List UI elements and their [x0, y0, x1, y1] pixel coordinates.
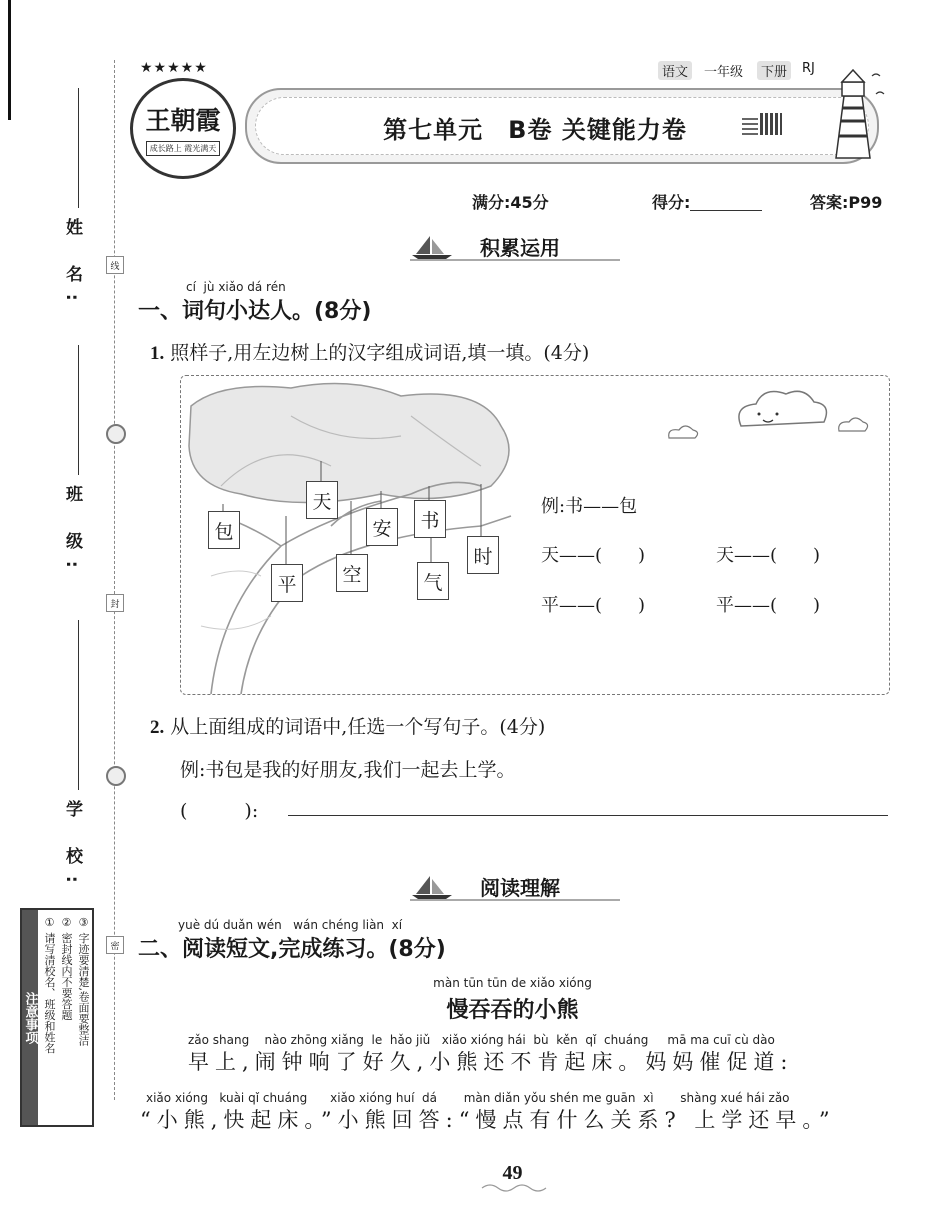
score-label: 得分:	[652, 193, 691, 212]
cut-mark-xian: 线	[106, 256, 124, 274]
section-header-reading	[410, 872, 620, 902]
question-heading-1: 一、词句小达人。(8分)	[138, 299, 372, 324]
word-blank[interactable]: 天——( )	[716, 545, 821, 566]
question-text: 从上面组成的词语中,任选一个写句子。(4分)	[170, 716, 546, 738]
qr-code-icon[interactable]	[742, 113, 782, 141]
story-pinyin: xiǎo xióng kuài qǐ chuáng xiǎo xióng huí dá màn diǎn yǒu shén me guān xì shàng xué hái zǎo	[146, 1091, 790, 1105]
tree-char-card: 气	[417, 562, 449, 600]
tree-char-card: 时	[467, 536, 499, 574]
full-score: 满分:45分	[472, 193, 549, 212]
lighthouse-icon	[818, 66, 888, 161]
section-header-accumulate	[410, 232, 620, 262]
story-title-pinyin: màn tūn tūn de xiǎo xióng	[433, 976, 592, 990]
heading-pinyin: cí jù xiǎo dá rén	[186, 280, 286, 294]
tree-char-card: 平	[271, 564, 303, 602]
question-number: 2.	[150, 717, 165, 738]
subject-tag: 语文	[658, 61, 692, 80]
logo-name: 王朝霞	[145, 106, 221, 135]
volume-tag: 下册	[757, 61, 791, 80]
tree-char-card: 包	[208, 511, 240, 549]
question-2	[150, 712, 545, 739]
logo-slogan: 成长路上 霞光满天	[146, 141, 221, 156]
class-label: 班 级:	[62, 485, 82, 580]
sailboat-icon	[410, 234, 454, 260]
wave-ornament-icon	[480, 1182, 550, 1194]
name-label: 姓 名:	[62, 218, 82, 313]
section-title: 积累运用	[480, 236, 560, 260]
tree-char-card: 书	[414, 500, 446, 538]
tree-illustration	[181, 376, 889, 694]
tree-exercise-box	[180, 375, 890, 695]
sailboat-icon	[410, 874, 454, 900]
page-title: 第七单元 B卷 关键能力卷	[383, 116, 687, 144]
question-text: 照样子,用左边树上的汉字组成词语,填一填。(4分)	[170, 342, 590, 364]
question-1	[150, 338, 589, 365]
story-pinyin: zǎo shang nào zhōng xiǎng le hǎo jiǔ xiǎo xióng hái bù kěn qǐ chuáng mā ma cuī cù dào	[188, 1033, 775, 1047]
heading-pinyin: yuè dú duǎn wén wán chéng liàn xí	[178, 918, 403, 932]
word-example: 例:书——包	[541, 496, 638, 517]
story-title: 慢吞吞的小熊	[446, 998, 579, 1023]
tree-char-card: 天	[306, 481, 338, 519]
binding-ring-icon	[106, 424, 126, 444]
sentence-example: 例:书包是我的好朋友,我们一起去上学。	[180, 759, 516, 781]
answer-prefix[interactable]: ( ):	[180, 800, 259, 822]
name-write-line[interactable]	[78, 88, 79, 208]
tree-char-card: 安	[366, 508, 398, 546]
school-write-line[interactable]	[78, 620, 79, 790]
notice-title: 注意事项	[22, 910, 38, 1125]
story-line: 早上,闹钟响了好久,小熊还不肯起床。妈妈催促道:	[188, 1050, 794, 1074]
answer-reference: 答案:P99	[810, 193, 883, 212]
question-heading-2: 二、阅读短文,完成练习。(8分)	[138, 937, 446, 962]
word-blank[interactable]: 平——( )	[716, 595, 821, 616]
word-blank[interactable]: 天——( )	[541, 545, 646, 566]
score-field	[652, 190, 762, 213]
notice-item: ① 请写清校名、班级和姓名	[43, 916, 56, 1054]
story-line: “小熊,快起床。”小熊回答:“慢点有什么关系? 上学还早。”	[140, 1108, 836, 1132]
word-blank[interactable]: 平——( )	[541, 595, 646, 616]
school-label: 学 校:	[62, 800, 82, 895]
question-number: 1.	[150, 343, 165, 364]
section-title: 阅读理解	[480, 876, 560, 900]
notice-item: ③ 字迹要清楚,卷面要整洁	[77, 916, 90, 1046]
notice-item: ② 密封线内不要答题	[60, 916, 73, 1021]
grade-tag: 一年级	[704, 65, 744, 80]
stars-icon: ★★★★★	[140, 60, 208, 76]
score-blank[interactable]	[690, 196, 762, 211]
class-write-line[interactable]	[78, 345, 79, 475]
page-number: 49	[502, 1162, 523, 1184]
left-edge-bar	[8, 0, 11, 120]
cut-mark-feng: 封	[106, 594, 124, 612]
tree-char-card: 空	[336, 554, 368, 592]
sentence-answer-line[interactable]	[288, 815, 888, 816]
edition-tag: RJ	[802, 61, 815, 76]
binding-ring-icon	[106, 766, 126, 786]
cut-mark-mi: 密	[106, 936, 124, 954]
